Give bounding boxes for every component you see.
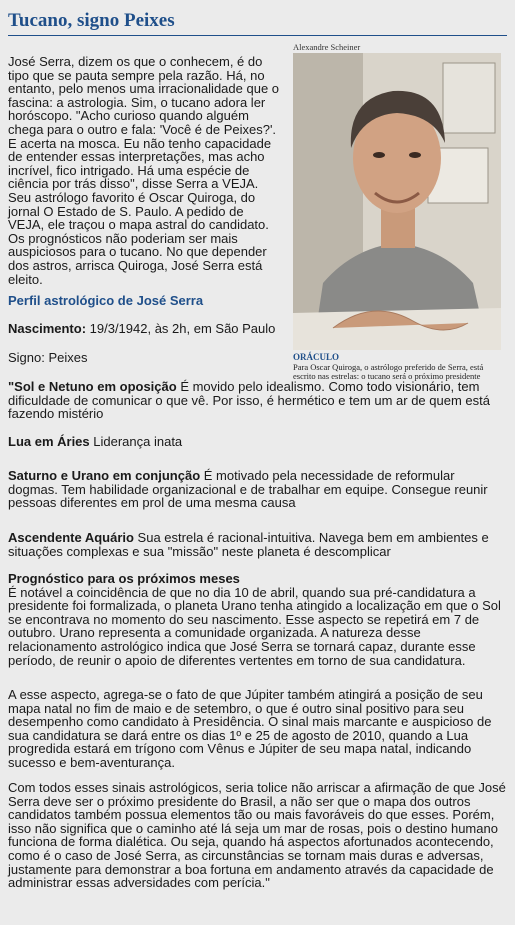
item-label: Ascendente Aquário xyxy=(8,530,134,545)
item-label: Saturno e Urano em conjunção xyxy=(8,468,201,483)
item-text: É movido pelo idealismo. Como todo visionário, tem dificuldade de comunicar o que vê. Por isso, é hermético e tem um ar de quem está fazendo mistério xyxy=(8,379,490,422)
intro-paragraph: José Serra, dizem os que o conhecem, é do tipo que se pauta sempre pela razão. Há, no entanto, pelo menos uma irracionalidade que o fascina: a astrologia. Sim, o tucano adora ler horóscopo. "Acho curioso quando alguém chega para o outro e fala: 'Você é de Peixes?'. E acerta na mosca. Eu não tenho capacidade de entender essas interpretações, mas acho incrível, fico intrigado. Há uma espécie de ciência por trás disso", disse Serra a VEJA. Seu astrólogo favorito é Oscar Quiroga, do jornal O Estado de S. Paulo. A pedido de VEJA, ele traçou o mapa astral do candidato. Os prognósticos não poderiam ser mais auspiciosos para o tucano. No que depender dos astros, arrisca Quiroga, José Serra está eleito. xyxy=(8,54,280,287)
portrait-illustration xyxy=(293,53,501,350)
item-text: É motivado pela necessidade de reformular dogmas. Tem habilidade organizacional e de trabalhar em equipe. Consegue reunir pessoas diferentes em prol de uma mesma causa xyxy=(8,468,488,511)
prognostic-label: Prognóstico para os próximos meses xyxy=(8,571,240,586)
item-label: "Sol e Netuno em oposição xyxy=(8,379,177,394)
portrait-photo xyxy=(293,53,501,350)
paragraph-jupiter: A esse aspecto, agrega-se o fato de que Júpiter também atingirá a posição de seu mapa natal no fim de maio e de setembro, o que é outro sinal positivo para seu desempenho como candidato à Presidência. O sinal mais marcante e auspicioso de sua candidatura se dará entre os dias 1º e 25 de agosto de 2010, quando a Lua progredida estará em trígono com Vênus e Júpiter de seu mapa natal, indicando sucesso e bem-aventurança. xyxy=(8,687,492,770)
prognostic-text: É notável a coincidência de que no dia 10 de abril, quando sua pré-candidatura a presidente foi formalizada, o planeta Urano tenha atingido a localização em que o Sol se encontrava no momento do seu nascimento. Esse aspecto se repetirá em 7 de outubro. Urano representa a comunidade organizada. A natureza desse relacionamento astrológico indica que José Serra se tornará capaz, durante esse período, de reunir o apoio de diferentes vertentes em torno de sua candidatura. xyxy=(8,584,501,668)
title-divider xyxy=(8,35,507,36)
item-text: Liderança inata xyxy=(89,434,183,449)
prognostic-section xyxy=(8,572,506,667)
caption-text: Para Oscar Quiroga, o astrólogo preferido de Serra, está escrito nas estrelas: o tucano será o próximo presidente xyxy=(293,361,484,381)
item-label: Lua em Áries xyxy=(8,434,90,449)
birth-line xyxy=(8,322,280,336)
photo-credit: Alexandre Scheiner xyxy=(293,42,361,52)
profile-item-ascendente xyxy=(8,531,506,558)
item-text: Sua estrela é racional-intuitiva. Navega bem em ambientes e situações complexas e sua "missão" neste planeta é descomplicar xyxy=(8,530,489,559)
profile-item-saturno-urano xyxy=(8,469,506,510)
photo-caption xyxy=(293,353,505,382)
article-title: Tucano, signo Peixes xyxy=(8,10,175,31)
profile-item-sol-netuno xyxy=(8,380,506,421)
sign-line: Signo: Peixes xyxy=(8,350,88,365)
caption-head: ORÁCULO xyxy=(293,352,340,362)
birth-value: 19/3/1942, às 2h, em São Paulo xyxy=(86,321,276,336)
paragraph-conclusion: Com todos esses sinais astrológicos, seria tolice não arriscar a afirmação de que José Serra deve ser o próximo presidente do Brasil, a não ser que o mapa dos outros candidatos também possua elementos tão ou mais favoráveis do que esses. Porém, isso não significa que o caminho até lá seja um mar de rosas, pois o destino humano funciona de forma dialética. Ou seja, quando há aspectos afortunados acontecendo, como é o caso de José Serra, as circunstâncias se tornam mais duras e adversas, justamente para demonstrar a boa fortuna em andamento através da capacidade de administrar essas adversidades com perícia." xyxy=(8,780,506,891)
profile-title: Perfil astrológico de José Serra xyxy=(8,293,204,308)
birth-label: Nascimento: xyxy=(8,321,87,336)
profile-item-lua-aries xyxy=(8,435,506,449)
